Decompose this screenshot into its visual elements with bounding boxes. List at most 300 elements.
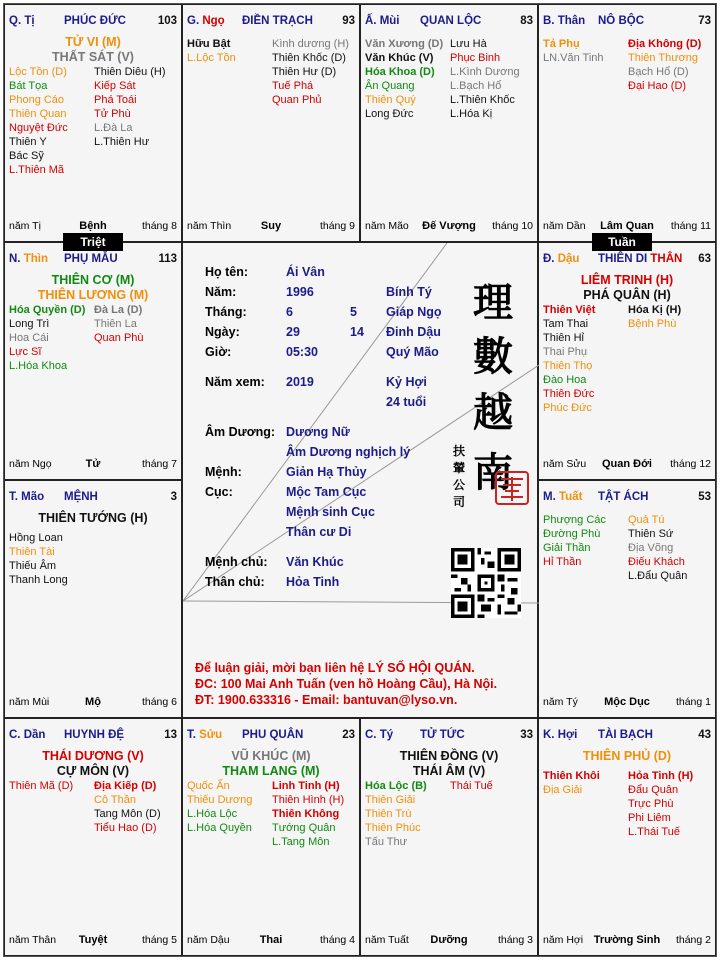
- view-year-canchi: Kỷ Hợi: [386, 375, 427, 389]
- palace-branch: [9, 15, 35, 27]
- right-star-column: [94, 303, 179, 373]
- palace-number: 63: [698, 253, 711, 265]
- main-star: LIÊM TRINH (H): [580, 273, 674, 287]
- palace-name: [64, 15, 126, 27]
- left-star-column: [9, 303, 94, 373]
- star: Tuế Phá: [272, 80, 314, 92]
- main-star: CỰ MÔN (V): [56, 764, 130, 778]
- palace-phase: Suy: [260, 220, 282, 232]
- main-star: THIÊN LƯƠNG (M): [37, 288, 149, 302]
- cuc-label: Cục:: [205, 485, 233, 499]
- star: Tử Phù: [94, 108, 131, 120]
- star: Địa Giải: [543, 784, 583, 796]
- right-star-column: [628, 37, 713, 93]
- palace-footer: [9, 220, 177, 233]
- palace-name-text: NÔ BỘC: [598, 15, 644, 27]
- palace-number: 23: [342, 729, 355, 741]
- star: Nguyệt Đức: [9, 122, 68, 134]
- palace-than: [538, 4, 716, 242]
- palace-year: năm Tị: [9, 220, 41, 232]
- palace-dan: [4, 718, 182, 956]
- palace-name: [64, 491, 98, 503]
- palace-phase: Mộc Dục: [604, 696, 650, 708]
- minor-stars: [543, 303, 713, 415]
- star: L.Hóa Kị: [450, 108, 493, 120]
- star: Hồng Loan: [9, 532, 63, 544]
- star: Long Trì: [9, 318, 50, 330]
- palace-year: năm Mùi: [9, 696, 50, 708]
- palace-month: tháng 12: [670, 458, 711, 470]
- star: L.Hóa Khoa: [9, 360, 68, 372]
- left-star-column: [543, 37, 628, 93]
- palace-stem: Ấ.: [365, 15, 380, 27]
- star: Thiên Thọ: [543, 360, 593, 372]
- menh-value: Giản Hạ Thủy: [286, 465, 367, 479]
- star: Thiên Khôi: [543, 770, 600, 782]
- palace-footer: [543, 220, 711, 233]
- horoscope-chart: [3, 3, 717, 957]
- star: Thiên Thương: [628, 52, 699, 64]
- star: Hóa Khoa (D): [365, 66, 435, 78]
- palace-footer: [365, 220, 533, 233]
- calligraphy-char-4: 南: [473, 449, 513, 496]
- palace-year: năm Hợi: [543, 934, 584, 946]
- palace-name: [420, 15, 481, 27]
- star: Văn Khúc (V): [365, 52, 434, 64]
- star: Đào Hoa: [543, 374, 587, 386]
- left-star-column: [365, 37, 450, 121]
- palace-footer: [543, 458, 711, 471]
- palace-year: năm Sửu: [543, 458, 587, 470]
- main-stars: [5, 273, 181, 303]
- triet-tag: Triệt: [63, 233, 123, 251]
- palace-number: 83: [520, 15, 533, 27]
- minor-stars: [543, 37, 713, 93]
- palace-name: [242, 15, 313, 27]
- palace-header: [543, 253, 711, 267]
- right-star-column: [450, 37, 535, 121]
- palace-header: [9, 491, 177, 505]
- palace-stem: B.: [543, 15, 558, 27]
- palace-suu: [182, 718, 360, 956]
- main-star: THAM LANG (M): [222, 764, 320, 778]
- palace-header: [543, 729, 711, 743]
- palace-footer: [9, 696, 177, 709]
- calligraphy-char-1: 理: [473, 279, 513, 326]
- cuc-note-2: Thân cư Di: [286, 525, 352, 539]
- right-star-column: [272, 37, 357, 107]
- hour-canchi: Quý Mão: [386, 345, 439, 359]
- amduong-note: Âm Dương nghịch lý: [286, 445, 411, 459]
- qr-code-icon[interactable]: [451, 548, 521, 618]
- star: Thiên Hư (D): [272, 66, 337, 78]
- amduong-value: Dương Nữ: [286, 425, 350, 439]
- minor-stars: [543, 769, 713, 839]
- palace-month: tháng 1: [675, 696, 711, 708]
- star: Địa Không (D): [628, 38, 702, 50]
- star: Hóa Quyền (D): [9, 304, 86, 316]
- month-label: Tháng:: [205, 305, 247, 319]
- palace-number: 53: [698, 491, 711, 503]
- star: Thai Phụ: [543, 346, 588, 358]
- palace-dau: [538, 242, 716, 480]
- star: Tướng Quân: [272, 822, 336, 834]
- right-star-column: [628, 513, 713, 583]
- palace-branch: [187, 15, 225, 27]
- menh-label: Mệnh:: [205, 465, 242, 479]
- left-star-column: [187, 779, 272, 849]
- palace-name: [598, 491, 648, 503]
- star: Phúc Đức: [543, 402, 592, 414]
- name-label: Họ tên:: [205, 265, 249, 279]
- star: Tiểu Hao (D): [94, 822, 157, 834]
- palace-stem: M.: [543, 491, 559, 503]
- star: L.Lộc Tồn: [187, 52, 236, 64]
- left-star-column: [543, 513, 628, 583]
- left-star-column: [9, 779, 94, 835]
- palace-month: tháng 4: [319, 934, 355, 946]
- palace-ty: [360, 718, 538, 956]
- star: Giải Thần: [543, 542, 591, 554]
- left-star-column: [9, 531, 94, 587]
- palace-name: [64, 729, 124, 741]
- view-year-label: Năm xem:: [205, 375, 265, 389]
- cuc-note-1: Mệnh sinh Cục: [286, 505, 375, 519]
- palace-footer: [9, 934, 177, 947]
- star: Thanh Long: [9, 574, 68, 586]
- day-label: Ngày:: [205, 325, 240, 339]
- star: Đại Hao (D): [628, 80, 687, 92]
- star: Phi Liêm: [628, 812, 671, 824]
- palace-footer: [543, 696, 711, 709]
- palace-branch-name: Mão: [21, 491, 45, 503]
- palace-branch-name: Dần: [23, 729, 46, 741]
- star: Phượng Các: [543, 514, 606, 526]
- view-year-value: 2019: [286, 375, 314, 389]
- palace-number: 33: [520, 729, 533, 741]
- amduong-label: Âm Dương:: [205, 425, 276, 439]
- palace-number: 3: [170, 491, 177, 503]
- palace-name: [64, 253, 118, 265]
- palace-stem: C.: [9, 729, 24, 741]
- palace-year: năm Ngọ: [9, 458, 52, 470]
- palace-month: tháng 2: [675, 934, 711, 946]
- star: Phá Toái: [94, 94, 137, 106]
- menhchu-label: Mệnh chủ:: [205, 555, 268, 569]
- minor-stars: [9, 531, 179, 587]
- star: Thiên Sứ: [628, 528, 674, 540]
- palace-month: tháng 6: [141, 696, 177, 708]
- palace-header: [543, 15, 711, 29]
- palace-stem: Q.: [9, 15, 25, 27]
- star: Thiên Khốc (D): [272, 52, 346, 64]
- day-lunar: 14: [350, 325, 364, 339]
- palace-number: 113: [158, 253, 177, 265]
- main-star: PHÁ QUÂN (H): [583, 288, 671, 302]
- palace-name-text: PHÚC ĐỨC: [64, 15, 126, 27]
- star: Thiên Mã (D): [9, 780, 74, 792]
- palace-year: năm Dậu: [187, 934, 230, 946]
- main-star: THIÊN TƯỚNG (H): [38, 511, 148, 525]
- palace-month: tháng 11: [670, 220, 711, 232]
- tuan-tag: Tuần: [592, 233, 652, 251]
- palace-branch: [543, 15, 585, 27]
- star: Phong Cáo: [9, 94, 65, 106]
- palace-header: [543, 491, 711, 505]
- star: Quan Phủ: [272, 94, 322, 106]
- palace-month: tháng 5: [141, 934, 177, 946]
- star: L.Đà La: [94, 122, 133, 134]
- main-stars: [539, 273, 715, 303]
- palace-mao: [4, 480, 182, 718]
- minor-stars: [9, 303, 179, 373]
- palace-branch: [9, 729, 45, 741]
- star: L.Thiên Hư: [94, 136, 150, 148]
- palace-number: 103: [157, 15, 177, 27]
- star: Quan Phù: [94, 332, 144, 344]
- star: Thiên Đức: [543, 388, 595, 400]
- month-lunar: 5: [350, 305, 357, 319]
- star: Quả Tú: [628, 514, 665, 526]
- star: Tấu Thư: [365, 836, 408, 848]
- year-canchi: Bính Tý: [386, 285, 432, 299]
- palace-branch-name: Hợi: [557, 729, 578, 741]
- star: Thiên Trù: [365, 808, 412, 820]
- star: Đường Phù: [543, 528, 601, 540]
- star: Long Đức: [365, 108, 414, 120]
- palace-phase: Đế Vượng: [422, 220, 476, 232]
- star: L.Thiên Mã: [9, 164, 65, 176]
- palace-branch-name: Tị: [24, 15, 35, 27]
- star: Thiên Hình (H): [272, 794, 345, 806]
- thanchu-label: Thân chủ:: [205, 575, 265, 589]
- star: L.Đẩu Quân: [628, 570, 688, 582]
- left-star-column: [187, 37, 272, 107]
- star: Hoa Cái: [9, 332, 49, 344]
- palace-branch-name: Thân: [557, 15, 586, 27]
- star: Văn Xương (D): [365, 38, 444, 50]
- palace-name-text: ĐIỀN TRẠCH: [242, 15, 313, 27]
- star: L.Kình Dương: [450, 66, 520, 78]
- star: Bác Sỹ: [9, 150, 44, 162]
- main-star: THẤT SÁT (V): [52, 50, 134, 64]
- main-stars: [361, 749, 537, 779]
- palace-header: [365, 15, 533, 29]
- star: L.Hóa Quyền: [187, 822, 252, 834]
- minor-stars: [543, 513, 713, 583]
- palace-ngo: [182, 4, 360, 242]
- right-star-column: [94, 65, 179, 177]
- palace-phase: Tử: [85, 458, 101, 470]
- palace-branch-name: Thìn: [23, 253, 48, 265]
- palace-branch: [543, 729, 577, 741]
- palace-name-text: PHU QUÂN: [242, 729, 304, 741]
- palace-year: năm Tuất: [365, 934, 409, 946]
- main-stars: [539, 749, 715, 764]
- star: Hóa Kị (H): [628, 304, 682, 316]
- star: Lực Sĩ: [9, 346, 42, 358]
- palace-name: [598, 729, 653, 741]
- right-star-column: [450, 779, 535, 849]
- star: Đà La (D): [94, 304, 143, 316]
- main-stars: [5, 511, 181, 526]
- palace-branch: [543, 253, 579, 265]
- star: Tang Môn (D): [94, 808, 161, 820]
- right-star-column: [272, 779, 357, 849]
- star: Thái Tuế: [450, 780, 493, 792]
- star: L.Tang Môn: [272, 836, 330, 848]
- palace-branch: [9, 253, 48, 265]
- age: 24 tuổi: [386, 395, 427, 409]
- contact-line-1: Để luận giải, mời bạn liên hệ LÝ SỐ HỘI QUÁN.: [195, 661, 475, 675]
- palace-header: [9, 729, 177, 743]
- star: Hóa Lộc (B): [365, 780, 427, 792]
- star: Thiên Không: [272, 808, 340, 820]
- star: Tả Phụ: [543, 38, 580, 50]
- palace-hoi: [538, 718, 716, 956]
- than-tag: THÂN: [650, 253, 683, 265]
- palace-phase: Tuyệt: [78, 934, 108, 946]
- palace-branch-name: Dậu: [557, 253, 580, 265]
- main-star: TỬ VI (M): [65, 35, 121, 49]
- star: Lộc Tồn (D): [9, 66, 67, 78]
- palace-branch-name: Tuất: [558, 491, 583, 503]
- palace-branch: [365, 729, 393, 741]
- palace-name-text: HUYNH ĐỆ: [64, 729, 125, 741]
- star: L.Thiên Khốc: [450, 94, 515, 106]
- hour-value: 05:30: [286, 345, 318, 359]
- palace-footer: [187, 220, 355, 233]
- center-info-panel: [182, 242, 538, 718]
- palace-footer: [9, 458, 177, 471]
- star: Thiếu Dương: [187, 794, 253, 806]
- star: Tam Thai: [543, 318, 589, 330]
- star: LN.Văn Tinh: [543, 52, 604, 64]
- palace-tuat: [538, 480, 716, 718]
- month-value: 6: [286, 305, 293, 319]
- palace-branch-name: Tý: [379, 729, 394, 741]
- palace-month: tháng 9: [319, 220, 355, 232]
- star: Thiên Diêu (H): [94, 66, 166, 78]
- star: Thiên Quý: [365, 94, 416, 106]
- star: Địa Kiếp (D): [94, 780, 157, 792]
- star: Thiên La: [94, 318, 137, 330]
- star: Hữu Bật: [187, 38, 231, 50]
- star: Hỉ Thần: [543, 556, 582, 568]
- star: Phục Binh: [450, 52, 501, 64]
- palace-branch: [9, 491, 44, 503]
- left-star-column: [9, 65, 94, 177]
- palace-stem: G.: [187, 15, 203, 27]
- main-star: THÁI DƯƠNG (V): [42, 749, 144, 763]
- right-star-column: [94, 779, 179, 835]
- star: Thiên Quan: [9, 108, 67, 120]
- palace-branch: [543, 491, 582, 503]
- palace-branch-name: Sửu: [199, 729, 223, 741]
- contact-line-2: ĐC: 100 Mai Anh Tuấn (ven hồ Hoàng Cầu), Hà Nội.: [195, 677, 498, 691]
- year-value: 1996: [286, 285, 314, 299]
- minor-stars: [365, 37, 535, 121]
- right-star-column: [628, 769, 713, 839]
- palace-name-text: PHỤ MẪU: [64, 253, 118, 265]
- palace-footer: [543, 934, 711, 947]
- palace-header: [9, 253, 177, 267]
- palace-branch-name: Ngọ: [202, 15, 225, 27]
- palace-phase: Thai: [259, 934, 283, 946]
- palace-name-text: TẬT ÁCH: [598, 491, 649, 503]
- main-stars: [5, 35, 181, 65]
- palace-year: năm Thân: [9, 934, 57, 946]
- star: L.Hóa Lộc: [187, 808, 238, 820]
- thanchu-value: Hỏa Tinh: [286, 575, 340, 589]
- palace-name: [420, 729, 465, 741]
- palace-header: [9, 15, 177, 29]
- palace-ti: [4, 4, 182, 242]
- palace-number: 13: [164, 729, 177, 741]
- palace-phase: Quan Đới: [602, 458, 652, 470]
- palace-name-text: TÀI BẠCH: [598, 729, 653, 741]
- star: Thiên Phúc: [365, 822, 421, 834]
- palace-name-text: MỆNH: [64, 491, 98, 503]
- star: Thiên Hỉ: [543, 332, 584, 344]
- minor-stars: [365, 779, 535, 849]
- star: Kiếp Sát: [94, 80, 136, 92]
- palace-branch: [187, 729, 222, 741]
- palace-stem: T.: [187, 729, 200, 741]
- palace-branch-name: Mùi: [379, 15, 400, 27]
- palace-name: [598, 15, 644, 27]
- main-stars: [5, 749, 181, 779]
- palace-stem: Đ.: [543, 253, 558, 265]
- palace-name-text: QUAN LỘC: [420, 15, 482, 27]
- palace-stem: T.: [9, 491, 22, 503]
- palace-year: năm Thìn: [187, 220, 232, 232]
- main-star: THIÊN ĐỒNG (V): [399, 749, 499, 763]
- star: Thiên Giải: [365, 794, 416, 806]
- month-canchi: Giáp Ngọ: [386, 305, 442, 319]
- palace-number: 43: [698, 729, 711, 741]
- star: Kình dương (H): [272, 38, 349, 50]
- palace-phase: Dưỡng: [430, 934, 468, 946]
- left-star-column: [365, 779, 450, 849]
- left-star-column: [543, 303, 628, 415]
- right-star-column: [94, 531, 179, 587]
- palace-phase: Mộ: [85, 696, 101, 708]
- palace-name: [242, 729, 303, 741]
- calligraphy-char-2: 數: [473, 333, 513, 380]
- star: L.Thái Tuế: [628, 826, 680, 838]
- minor-stars: [187, 779, 357, 849]
- palace-year: năm Dần: [543, 220, 586, 232]
- star: Trực Phù: [628, 798, 674, 810]
- palace-number: 93: [342, 15, 355, 27]
- palace-footer: [187, 934, 355, 947]
- palace-month: tháng 8: [141, 220, 177, 232]
- day-value: 29: [286, 325, 300, 339]
- star: Lưu Hà: [450, 38, 487, 50]
- star: Linh Tinh (H): [272, 780, 340, 792]
- name-value: Ái Vân: [286, 265, 325, 279]
- main-star: THIÊN PHỦ (D): [582, 749, 672, 763]
- star: Điếu Khách: [628, 556, 685, 568]
- palace-month: tháng 10: [492, 220, 533, 232]
- main-star: THIÊN CƠ (M): [51, 273, 135, 287]
- right-star-column: [628, 303, 713, 415]
- palace-thin: [4, 242, 182, 480]
- left-star-column: [543, 769, 628, 839]
- palace-phase: Bệnh: [79, 220, 107, 232]
- main-star: THÁI ÂM (V): [412, 764, 486, 778]
